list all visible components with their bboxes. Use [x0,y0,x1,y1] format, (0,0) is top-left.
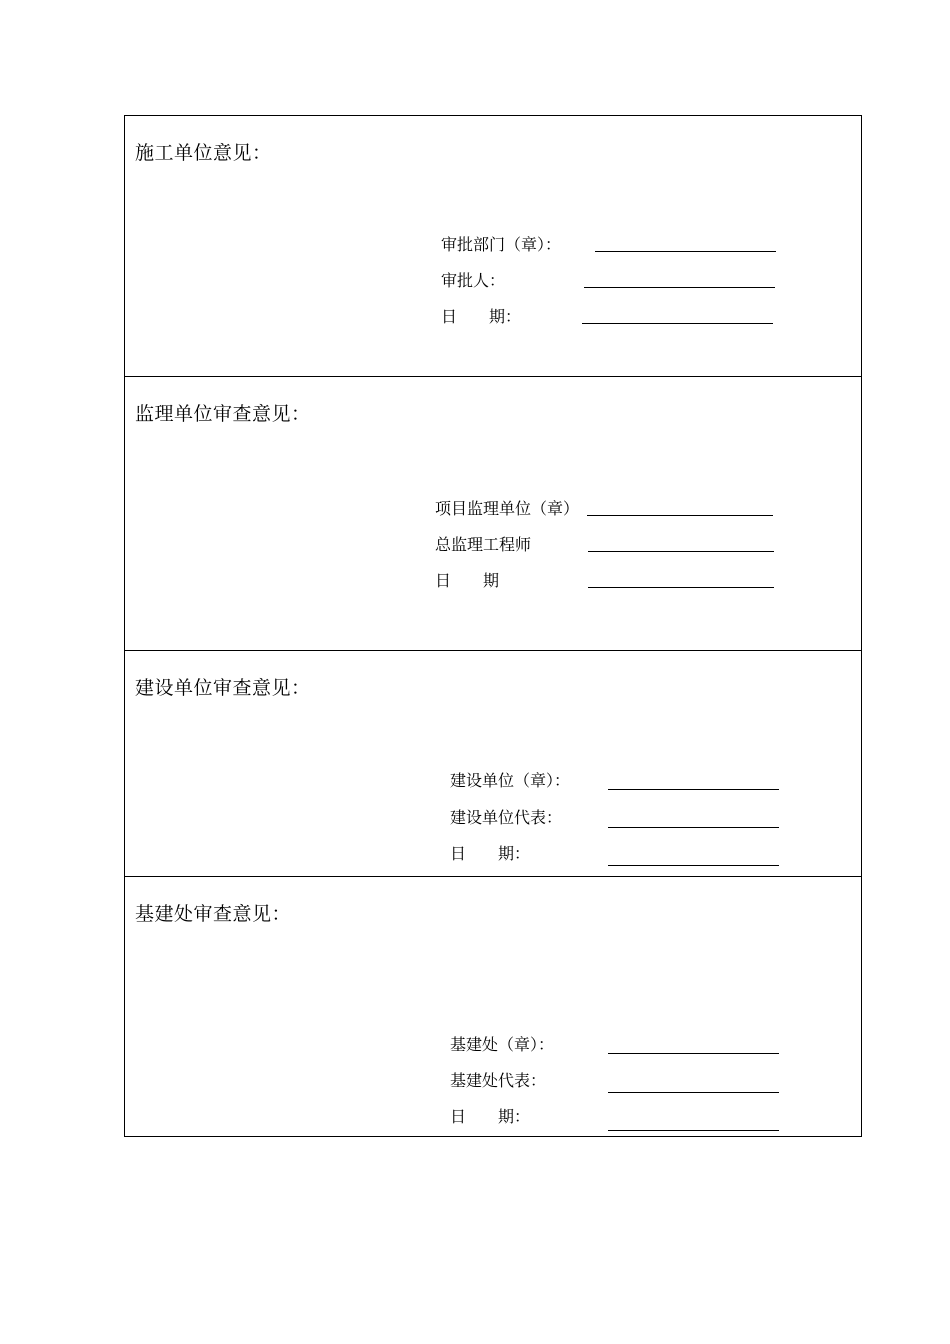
owner-unit-section [125,650,861,876]
supervision-unit-heading: 监理单位审查意见： [135,403,311,425]
owner-unit-row [450,768,790,790]
date-field-4[interactable] [608,1130,779,1131]
approval-dept-row [441,232,781,254]
date-field-1[interactable] [582,323,773,324]
approval-dept-field[interactable] [595,251,776,252]
supervision-unit-field[interactable] [587,515,773,516]
owner-rep-field[interactable] [608,827,779,828]
chief-supervisor-label: 总监理工程师 [435,535,532,554]
infrastructure-rep-row [450,1068,790,1090]
owner-unit-field[interactable] [608,789,779,790]
owner-unit-label: 建设单位（章）： [450,771,571,790]
supervision-unit-row [435,496,785,518]
approver-field[interactable] [584,287,775,288]
infrastructure-office-row [450,1032,790,1054]
date-row-3 [450,841,790,863]
approver-label: 审批人： [441,271,506,290]
date-label-2: 日 期 [435,571,500,590]
chief-supervisor-row [435,532,785,554]
chief-supervisor-field[interactable] [588,551,774,552]
infrastructure-rep-field[interactable] [608,1092,779,1093]
infrastructure-office-heading: 基建处审查意见： [135,903,292,925]
date-field-3[interactable] [608,865,779,866]
date-row-2 [435,568,785,590]
approval-form-table [124,115,862,1137]
construction-unit-section [125,116,861,376]
date-label-3: 日 期： [450,844,531,863]
construction-unit-heading: 施工单位意见： [135,142,272,164]
date-row-4 [450,1104,790,1126]
infrastructure-office-section [125,876,861,1136]
date-row-1 [441,304,781,326]
infrastructure-rep-label: 基建处代表： [450,1071,547,1090]
supervision-unit-section [125,376,861,650]
date-field-2[interactable] [588,587,774,588]
date-label-1: 日 期： [441,307,522,326]
owner-unit-heading: 建设单位审查意见： [135,677,311,699]
supervision-unit-label: 项目监理单位（章） [435,499,580,518]
approver-row [441,268,781,290]
infrastructure-office-label: 基建处（章）： [450,1035,555,1054]
approval-dept-label: 审批部门（章）： [441,235,562,254]
infrastructure-office-field[interactable] [608,1053,779,1054]
owner-rep-label: 建设单位代表： [450,808,563,827]
owner-rep-row [450,805,790,827]
date-label-4: 日 期： [450,1107,531,1126]
